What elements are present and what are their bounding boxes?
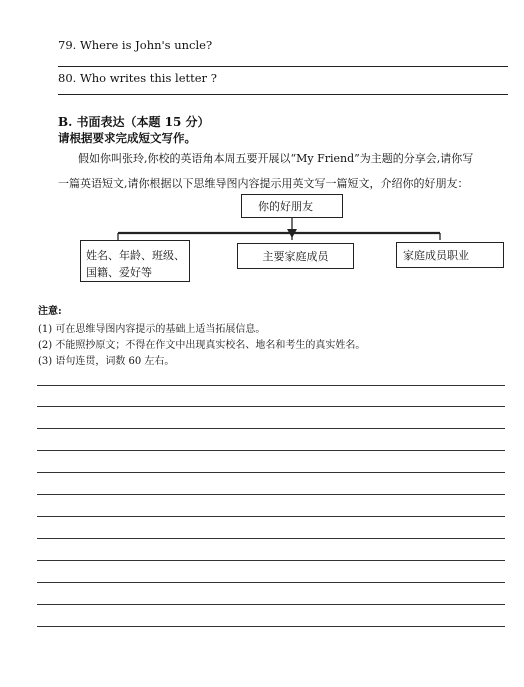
mindmap-root-label: 你的好朋友: [258, 200, 313, 213]
writing-line[interactable]: [37, 604, 505, 605]
mindmap-connectors: [0, 0, 524, 260]
prompt-line-1: 假如你叫张玲,你校的英语角本周五要开展以“My Friend”为主题的分享会,请你写: [78, 152, 474, 165]
writing-line[interactable]: [37, 560, 505, 561]
writing-line[interactable]: [37, 406, 505, 407]
mindmap-left-line2: 国籍、爱好等: [86, 266, 152, 279]
note-2: (2) 不能照抄原文；不得在作文中出现真实校名、地名和考生的真实姓名。: [38, 340, 366, 351]
section-b-heading: B. 书面表达（本题 15 分）: [58, 115, 210, 129]
section-b-instruction: 请根据要求完成短文写作。: [58, 131, 196, 145]
writing-line[interactable]: [37, 385, 505, 386]
writing-line[interactable]: [37, 538, 505, 539]
writing-line[interactable]: [37, 626, 505, 627]
writing-line[interactable]: [37, 582, 505, 583]
note-3: (3) 语句连贯，词数 60 左右。: [38, 356, 175, 367]
writing-line[interactable]: [37, 494, 505, 495]
writing-line[interactable]: [37, 450, 505, 451]
writing-line[interactable]: [37, 472, 505, 473]
prompt-line-2: 一篇英语短文,请你根据以下思维导图内容提示用英文写一篇短文，介绍你的好朋友：: [58, 177, 469, 190]
mindmap-left-box: [80, 240, 190, 282]
notes-heading: 注意:: [38, 306, 62, 317]
note-1: (1) 可在思维导图内容提示的基础上适当拓展信息。: [38, 324, 266, 335]
mindmap-left-line1: 姓名、年龄、班级、: [86, 249, 185, 262]
mindmap-center-box: [237, 243, 354, 269]
mindmap-right-box: [396, 242, 504, 268]
mindmap-right-label: 家庭成员职业: [403, 249, 469, 262]
question-79: 79. Where is John's uncle?: [58, 38, 213, 52]
writing-line[interactable]: [37, 428, 505, 429]
writing-line[interactable]: [37, 516, 505, 517]
mindmap-center-label: 主要家庭成员: [262, 250, 329, 263]
question-80: 80. Who writes this letter ?: [58, 71, 217, 85]
